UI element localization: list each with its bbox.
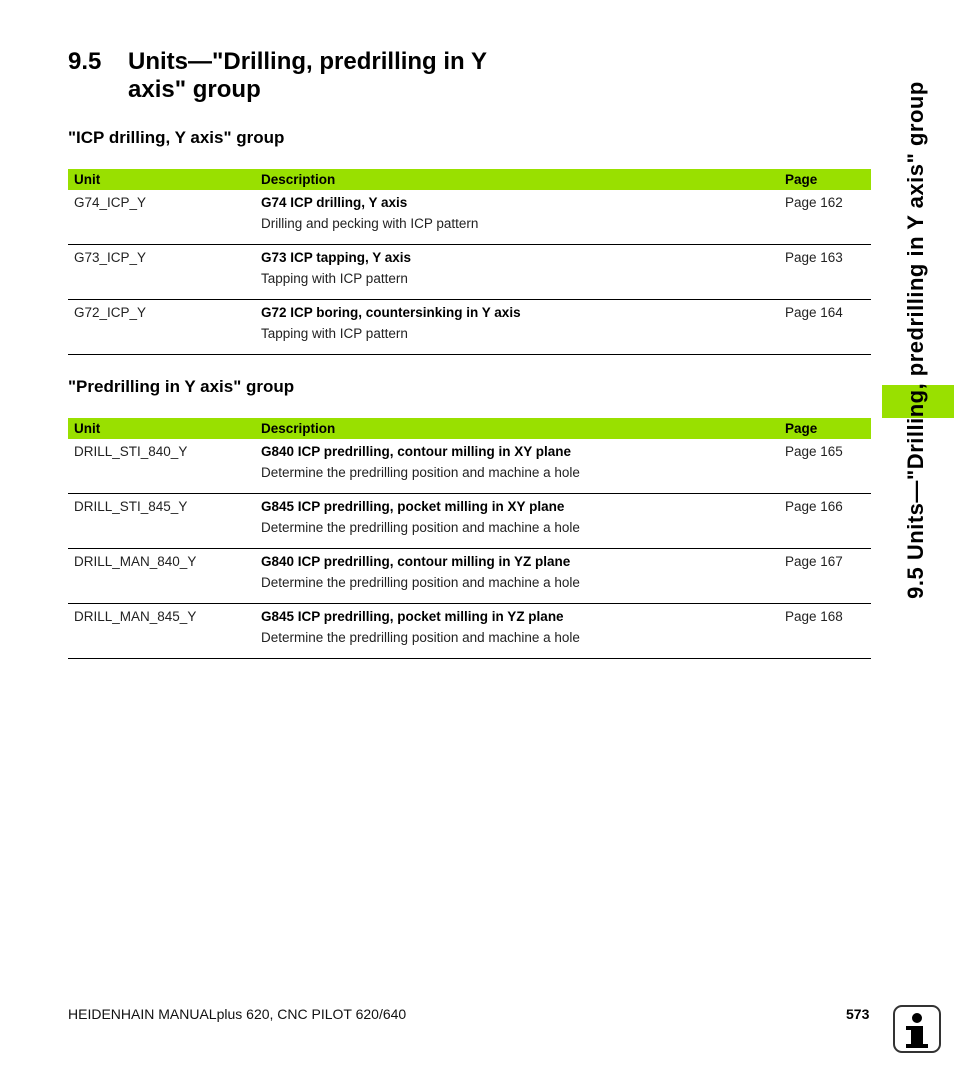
table-row	[68, 245, 871, 272]
unit-name: G72_ICP_Y	[68, 300, 255, 355]
page-ref: Page 162	[779, 190, 871, 245]
chapter-number: 9.5	[68, 48, 102, 75]
unit-title: G72 ICP boring, countersinking in Y axis	[261, 305, 521, 320]
info-icon-dot	[912, 1013, 922, 1023]
unit-name: G74_ICP_Y	[68, 190, 255, 245]
unit-description: Determine the predrilling position and machine a hole	[255, 465, 779, 494]
unit-name: DRILL_MAN_845_Y	[68, 604, 255, 659]
table-row	[68, 439, 871, 465]
unit-title: G845 ICP predrilling, pocket milling in XY plane	[261, 499, 565, 514]
predrilling-table	[68, 418, 871, 659]
header-unit: Unit	[68, 418, 255, 439]
page-ref: Page 165	[779, 439, 871, 494]
table-row	[68, 604, 871, 631]
page-ref: Page 163	[779, 245, 871, 300]
header-page: Page	[779, 418, 871, 439]
unit-name: DRILL_MAN_840_Y	[68, 549, 255, 604]
unit-description: Determine the predrilling position and machine a hole	[255, 520, 779, 549]
table-header-row	[68, 418, 871, 439]
page-ref: Page 164	[779, 300, 871, 355]
header-unit: Unit	[68, 169, 255, 190]
table-row	[68, 549, 871, 576]
header-description: Description	[255, 169, 779, 190]
page-ref: Page 168	[779, 604, 871, 659]
unit-title: G840 ICP predrilling, contour milling in YZ plane	[261, 554, 571, 569]
unit-title: G840 ICP predrilling, contour milling in XY plane	[261, 444, 572, 459]
header-page: Page	[779, 169, 871, 190]
unit-description: Tapping with ICP pattern	[255, 271, 779, 300]
icp-drilling-table	[68, 169, 871, 355]
unit-title: G73 ICP tapping, Y axis	[261, 250, 412, 265]
info-icon-base	[906, 1044, 928, 1048]
unit-name: G73_ICP_Y	[68, 245, 255, 300]
table-row	[68, 300, 871, 327]
unit-title: G845 ICP predrilling, pocket milling in YZ plane	[261, 609, 564, 624]
table-row	[68, 494, 871, 521]
unit-name: DRILL_STI_845_Y	[68, 494, 255, 549]
page-ref: Page 166	[779, 494, 871, 549]
unit-description: Tapping with ICP pattern	[255, 326, 779, 355]
table-header-row	[68, 169, 871, 190]
unit-description: Determine the predrilling position and machine a hole	[255, 575, 779, 604]
page-ref: Page 167	[779, 549, 871, 604]
info-icon	[893, 1005, 941, 1053]
info-icon-stem	[911, 1026, 923, 1046]
header-description: Description	[255, 418, 779, 439]
section-heading-icp-drilling: "ICP drilling, Y axis" group	[68, 128, 285, 147]
side-chapter-title: 9.5 Units—"Drilling, predrilling in Y axis" group	[903, 81, 928, 599]
section-heading-predrilling: "Predrilling in Y axis" group	[68, 377, 295, 396]
unit-title: G74 ICP drilling, Y axis	[261, 195, 408, 210]
unit-name: DRILL_STI_840_Y	[68, 439, 255, 494]
chapter-title	[68, 48, 548, 104]
footer-text: HEIDENHAIN MANUALplus 620, CNC PILOT 620/640	[68, 1006, 407, 1022]
chapter-title-text: Units—"Drilling, predrilling in Y axis" group	[128, 48, 487, 103]
table-row	[68, 190, 871, 216]
unit-description: Determine the predrilling position and machine a hole	[255, 630, 779, 659]
unit-description: Drilling and pecking with ICP pattern	[255, 216, 779, 245]
page-number: 573	[846, 1006, 870, 1022]
